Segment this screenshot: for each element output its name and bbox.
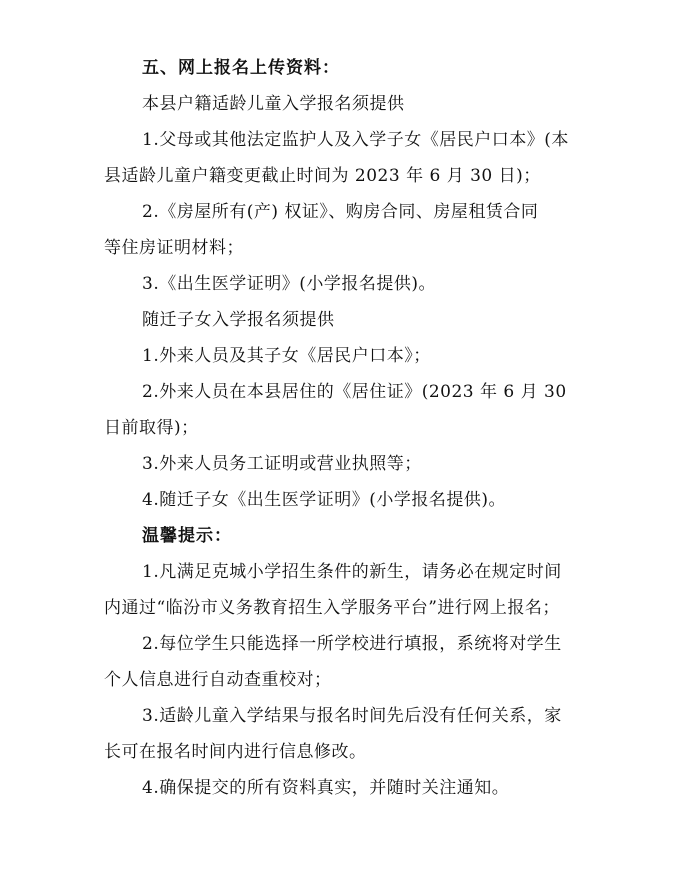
tip-2-line1: 2.每位学生只能选择一所学校进行填报，系统将对学生 xyxy=(142,634,562,654)
tip-2-line2: 个人信息进行自动查重校对； xyxy=(104,670,332,690)
local-item-3: 3.《出生医学证明》(小学报名提供)。 xyxy=(142,274,436,294)
migrant-item-1: 1.外来人员及其子女《居民户口本》； xyxy=(142,346,431,366)
migrant-item-4: 4.随迁子女《出生医学证明》(小学报名提供)。 xyxy=(142,490,506,510)
tip-3-line2: 长可在报名时间内进行信息修改。 xyxy=(104,742,367,762)
tip-4: 4.确保提交的所有资料真实，并随时关注通知。 xyxy=(142,778,510,798)
local-item-1-line2: 县适龄儿童户籍变更截止时间为 2023 年 6 月 30 日)； xyxy=(104,166,541,186)
local-item-2-line1: 2.《房屋所有(产) 权证》、购房合同、房屋租赁合同 xyxy=(142,202,539,222)
migrant-item-2-line1: 2.外来人员在本县居住的《居住证》(2023 年 6 月 30 xyxy=(142,382,567,402)
local-intro: 本县户籍适龄儿童入学报名须提供 xyxy=(142,94,405,114)
migrant-intro: 随迁子女入学报名须提供 xyxy=(142,310,335,330)
tip-3-line1: 3.适龄儿童入学结果与报名时间先后没有任何关系，家 xyxy=(142,706,562,726)
migrant-item-3: 3.外来人员务工证明或营业执照等； xyxy=(142,454,422,474)
tip-1-line2: 内通过“临汾市义务教育招生入学服务平台”进行网上报名； xyxy=(104,598,560,618)
local-item-2-line2: 等住房证明材料； xyxy=(104,238,244,258)
tip-1-line1: 1.凡满足克城小学招生条件的新生，请务必在规定时间 xyxy=(142,562,562,582)
migrant-item-2-line2: 日前取得)； xyxy=(104,418,199,438)
local-item-1-line1: 1.父母或其他法定监护人及入学子女《居民户口本》(本 xyxy=(142,130,569,150)
tips-heading: 温馨提示： xyxy=(142,526,232,546)
section-heading: 五、网上报名上传资料： xyxy=(142,58,340,78)
